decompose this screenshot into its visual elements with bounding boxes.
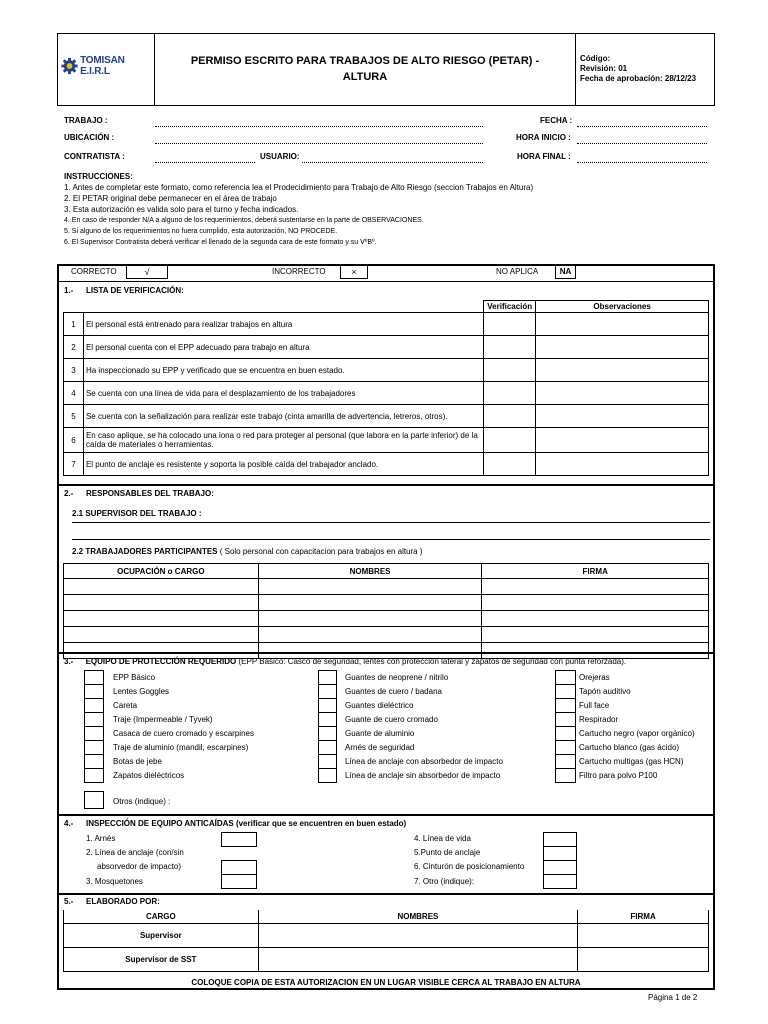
anticaidas-checkbox[interactable] — [543, 832, 577, 847]
table-row — [64, 923, 709, 947]
section4-number: 4.- — [64, 819, 74, 828]
legend-incorrecto: INCORRECTO — [272, 267, 326, 276]
epp-item: Lentes Goggles — [113, 687, 170, 696]
company-name: TOMISAN E.I.R.L — [80, 55, 125, 77]
col-observaciones: Observaciones — [536, 301, 709, 313]
section1-number: 1.- — [64, 286, 74, 295]
row-number: 5 — [64, 405, 84, 428]
title-line-1: PERMISO ESCRITO PARA TRABAJOS DE ALTO RIESGO (PETAR) - — [190, 55, 540, 67]
epp-checkbox[interactable] — [555, 712, 576, 727]
contratista-field[interactable] — [155, 162, 255, 163]
epp-checkbox[interactable] — [555, 768, 576, 783]
title-line-2: ALTURA — [342, 71, 388, 83]
row-text: Ha inspeccionado su EPP y verificado que se encuentra en buen estado. — [83, 359, 483, 382]
verificacion-cell[interactable] — [484, 428, 536, 453]
instruction-item: 4. En caso de responder N/A a alguno de los requerimientos, deberá sustentarse en la parte de OBSERVACIONES. — [64, 217, 424, 224]
epp-checkbox[interactable] — [318, 726, 337, 741]
anticaidas-checkbox[interactable] — [543, 846, 577, 861]
epp-item: Cartucho negro (vapor orgánico) — [579, 729, 695, 738]
nombres-cell[interactable] — [258, 947, 577, 971]
cell[interactable] — [258, 611, 482, 627]
cell[interactable] — [64, 611, 259, 627]
legend-row — [57, 281, 715, 282]
section3-number: 3.- — [64, 657, 74, 666]
cargo-cell: Supervisor de SST — [64, 947, 259, 971]
epp-checkbox[interactable] — [84, 670, 104, 685]
firma-cell[interactable] — [578, 947, 709, 971]
table-row — [64, 313, 709, 336]
row-text: En caso aplique, se ha colocado una lona o red para proteger al personal (que labora en la parte inferior) de la caída de materiales o herramientas. — [83, 428, 483, 453]
epp-item: Respirador — [579, 715, 619, 724]
fecha-aprobacion-label: Fecha de aprobación: 28/12/23 — [580, 74, 697, 83]
epp-item: Guantes dieléctrico — [345, 701, 414, 710]
table-row — [64, 336, 709, 359]
instruction-item: 1. Antes de completar este formato, como referencia lea el Prodecidimiento para Trabajo de Alto Riesgo (seccion Trabajos en Altura) — [64, 183, 534, 192]
participants-table — [63, 563, 709, 659]
epp-item: Guantes de cuero / badana — [345, 687, 442, 696]
col-nombres: NOMBRES — [258, 564, 482, 579]
row-number: 3 — [64, 359, 84, 382]
instruction-item: 5. Si alguno de los requerimientos no fuera cumplido, esta autorización, NO PROCEDE. — [64, 228, 338, 235]
anticaidas-item: 4. Línea de vida — [414, 834, 471, 843]
section3-title: EQUIPO DE PROTECCIÓN REQUERIDO — [85, 657, 237, 666]
hora-inicio-label: HORA INICIO : — [516, 133, 571, 142]
observaciones-cell[interactable] — [536, 359, 709, 382]
epp-item: Casaca de cuero cromado y escarpines — [113, 729, 254, 738]
anticaidas-item: 5.Punto de anclaje — [414, 848, 481, 857]
cell[interactable] — [482, 627, 709, 643]
epp-checkbox[interactable] — [555, 698, 576, 713]
section2-title: RESPONSABLES DEL TRABAJO: — [86, 489, 214, 498]
anticaidas-checkbox[interactable] — [221, 832, 257, 847]
verification-table — [63, 300, 709, 476]
cell[interactable] — [482, 595, 709, 611]
epp-checkbox[interactable] — [84, 684, 104, 699]
table-row — [64, 595, 709, 611]
instruction-item: 6. El Supervisor Contratista deberá verificar el llenado de la segunda cara de este formato y su VºBº. — [64, 239, 377, 246]
row-number: 7 — [64, 453, 84, 476]
observaciones-cell[interactable] — [536, 313, 709, 336]
epp-item: Cartucho blanco (gas ácido) — [579, 743, 680, 752]
epp-checkbox[interactable] — [84, 740, 104, 755]
contratista-label: CONTRATISTA : — [64, 152, 125, 161]
epp-item: Traje de aluminio (mandil, escarpines) — [113, 743, 249, 752]
table-row — [64, 453, 709, 476]
na-box — [555, 265, 576, 279]
table-row — [64, 382, 709, 405]
epp-checkbox[interactable] — [318, 740, 337, 755]
epp-checkbox[interactable] — [318, 698, 337, 713]
col-cargo: CARGO — [64, 910, 259, 923]
epp-item: Guantes de neoprene / nitrilo — [345, 673, 449, 682]
section5-number: 5.- — [64, 897, 74, 906]
ubicacion-label: UBICACIÓN : — [64, 133, 115, 142]
epp-checkbox[interactable] — [318, 754, 337, 769]
section-divider — [57, 814, 715, 816]
cell[interactable] — [482, 611, 709, 627]
epp-checkbox[interactable] — [318, 712, 337, 727]
cell[interactable] — [64, 595, 259, 611]
epp-checkbox[interactable] — [84, 754, 104, 769]
page-number: Página 1 de 2 — [648, 993, 698, 1002]
firma-cell[interactable] — [578, 923, 709, 947]
section-divider — [57, 484, 715, 486]
legend-no-aplica: NO APLICA — [496, 267, 539, 276]
row-number: 1 — [64, 313, 84, 336]
document-title — [155, 53, 575, 85]
observaciones-cell[interactable] — [536, 453, 709, 476]
gear-logo-icon — [61, 57, 78, 75]
section4-title: INSPECCIÓN DE EQUIPO ANTICAÍDAS (verificar que se encuentren en buen estado) — [86, 819, 407, 828]
epp-checkbox[interactable] — [555, 670, 576, 685]
anticaidas-checkbox[interactable] — [543, 860, 577, 875]
epp-checkbox[interactable] — [84, 698, 104, 713]
epp-item: Traje (Impermeable / Tyvek) — [113, 715, 213, 724]
epp-item: Careta — [113, 701, 138, 710]
epp-item: Línea de anclaje con absorbedor de impacto — [345, 757, 503, 766]
anticaidas-item: 1. Arnés — [86, 834, 116, 843]
anticaidas-checkbox[interactable] — [221, 874, 257, 889]
hora-final-label: HORA FINAL : — [517, 152, 571, 161]
epp-checkbox[interactable] — [555, 740, 576, 755]
instructions — [64, 171, 704, 248]
revision-label: Revisión: 01 — [580, 64, 628, 73]
participantes-note: ( Solo personal con capacitacion para trabajos en altura ) — [219, 547, 423, 556]
check-icon: √ — [144, 267, 150, 277]
verificacion-cell[interactable] — [484, 336, 536, 359]
anticaidas-item: 6. Cinturón de posicionamiento — [414, 862, 525, 871]
elaborado-table — [63, 910, 709, 972]
instruction-item: 3. Esta autorización es valida solo para el turno y fecha indicados. — [64, 205, 299, 214]
otros-label: Otros (indique) : — [113, 797, 171, 806]
nombres-cell[interactable] — [258, 923, 577, 947]
usuario-label: USUARIO: — [260, 152, 300, 161]
row-text: El personal está entrenado para realizar trabajos en altura — [83, 313, 483, 336]
epp-item: Guante de cuero cromado — [345, 715, 438, 724]
row-number: 2 — [64, 336, 84, 359]
section1-title: LISTA DE VERIFICACIÓN: — [86, 286, 184, 295]
section-divider — [57, 652, 715, 654]
table-row — [64, 359, 709, 382]
incorrecto-box — [340, 265, 368, 279]
epp-checkbox[interactable] — [555, 754, 576, 769]
participantes-title: 2.2 TRABAJADORES PARTICIPANTES — [72, 547, 218, 556]
epp-checkbox[interactable] — [318, 684, 337, 699]
verificacion-cell[interactable] — [484, 382, 536, 405]
supervisor-field-2[interactable] — [72, 539, 710, 540]
observaciones-cell[interactable] — [536, 405, 709, 428]
col-firma: FIRMA — [578, 910, 709, 923]
epp-checkbox[interactable] — [318, 670, 337, 685]
hora-inicio-field[interactable] — [577, 143, 707, 144]
section-divider — [57, 893, 715, 895]
header-divider-2 — [575, 33, 576, 106]
row-text: El punto de anclaje es resistente y soporta la posible caída del trabajador anclado. — [83, 453, 483, 476]
cargo-cell: Supervisor — [64, 923, 259, 947]
epp-item: Zapatos dieléctricos — [113, 771, 185, 780]
epp-item: Línea de anclaje sin absorbedor de impacto — [345, 771, 501, 780]
row-text: El personal cuenta con el EPP adecuado para trabajo en altura — [83, 336, 483, 359]
section5-title: ELABORADO POR: — [86, 897, 160, 906]
hora-final-field[interactable] — [577, 162, 707, 163]
epp-checkbox[interactable] — [84, 712, 104, 727]
epp-checkbox[interactable] — [318, 768, 337, 783]
row-number: 6 — [64, 428, 84, 453]
row-number: 4 — [64, 382, 84, 405]
epp-item: Arnés de seguridad — [345, 743, 415, 752]
table-row — [64, 611, 709, 627]
supervisor-field[interactable] — [72, 522, 710, 523]
anticaidas-checkbox[interactable] — [221, 860, 257, 875]
col-nombres: NOMBRES — [258, 910, 577, 923]
participantes-label — [72, 547, 423, 556]
footer-notice: COLOQUE COPIA DE ESTA AUTORIZACION EN UN LUGAR VISIBLE CERCA AL TRABAJO EN ALTURA — [191, 978, 581, 987]
section2-number: 2.- — [64, 489, 74, 498]
col-ocupacion: OCUPACIÓN o CARGO — [64, 564, 259, 579]
anticaidas-checkbox[interactable] — [543, 874, 577, 889]
supervisor-label: 2.1 SUPERVISOR DEL TRABAJO : — [72, 509, 202, 518]
legend-correcto: CORRECTO — [71, 267, 117, 276]
cell[interactable] — [64, 579, 259, 595]
row-text: Se cuenta con la señalización para realizar este trabajo (cinta amarilla de advertencia, letreros, otros). — [83, 405, 483, 428]
epp-item: Full face — [579, 701, 610, 710]
cell[interactable] — [258, 595, 482, 611]
ubicacion-field[interactable] — [155, 143, 483, 144]
epp-item: Orejeras — [579, 673, 610, 682]
epp-item: EPP Básico — [113, 673, 156, 682]
epp-item: Botas de jebe — [113, 757, 162, 766]
verificacion-cell[interactable] — [484, 453, 536, 476]
verificacion-cell[interactable] — [484, 313, 536, 336]
table-row — [64, 947, 709, 971]
epp-item: Cartucho multigas (gas HCN) — [579, 757, 684, 766]
section3-header — [64, 657, 626, 666]
table-row — [64, 405, 709, 428]
cell[interactable] — [258, 627, 482, 643]
epp-item: Filtro para polvo P100 — [579, 771, 658, 780]
verificacion-cell[interactable] — [484, 405, 536, 428]
section3-note: (EPP Básico: Casco de seguridad, lentes con protección lateral y zapatos de seguridad con punta reforzada). — [238, 657, 627, 666]
cell[interactable] — [258, 579, 482, 595]
instructions-title: INSTRUCCIONES: — [64, 172, 133, 181]
col-verificacion: Verificación — [484, 301, 536, 313]
cell[interactable] — [482, 579, 709, 595]
usuario-field[interactable] — [302, 162, 483, 163]
epp-item: Guante de aluminio — [345, 729, 415, 738]
otros-checkbox[interactable] — [84, 791, 104, 809]
company-logo — [61, 56, 153, 76]
anticaidas-item: 7. Otro (indique): — [414, 877, 475, 886]
observaciones-cell[interactable] — [536, 336, 709, 359]
table-row — [64, 579, 709, 595]
epp-checkbox[interactable] — [555, 726, 576, 741]
trabajo-field[interactable] — [155, 126, 483, 127]
cell[interactable] — [64, 627, 259, 643]
na-mark: NA — [559, 267, 572, 276]
epp-item: Tapón auditivo — [579, 687, 631, 696]
row-text: Se cuenta con una línea de vida para el desplazamiento de los trabajadores — [83, 382, 483, 405]
anticaidas-item: 2. Línea de anclaje (con/sin — [86, 848, 184, 857]
observaciones-cell[interactable] — [536, 382, 709, 405]
col-firma: FIRMA — [482, 564, 709, 579]
instruction-item: 2. El PETAR original debe permanecer en el área de trabajo — [64, 194, 277, 203]
epp-checkbox[interactable] — [84, 768, 104, 783]
fecha-field[interactable] — [577, 126, 707, 127]
epp-checkbox[interactable] — [84, 726, 104, 741]
verificacion-cell[interactable] — [484, 359, 536, 382]
observaciones-cell[interactable] — [536, 428, 709, 453]
cross-icon: × — [351, 267, 357, 277]
trabajo-label: TRABAJO : — [64, 116, 108, 125]
anticaidas-item: 3. Mosquetones — [86, 877, 143, 886]
document-meta — [580, 54, 696, 84]
table-row — [64, 428, 709, 453]
epp-checkbox[interactable] — [555, 684, 576, 699]
codigo-label: Código: — [580, 54, 611, 63]
table-row — [64, 627, 709, 643]
anticaidas-item: absorvedor de impacto) — [97, 862, 182, 871]
correcto-box — [126, 265, 168, 279]
fecha-label: FECHA : — [540, 116, 573, 125]
